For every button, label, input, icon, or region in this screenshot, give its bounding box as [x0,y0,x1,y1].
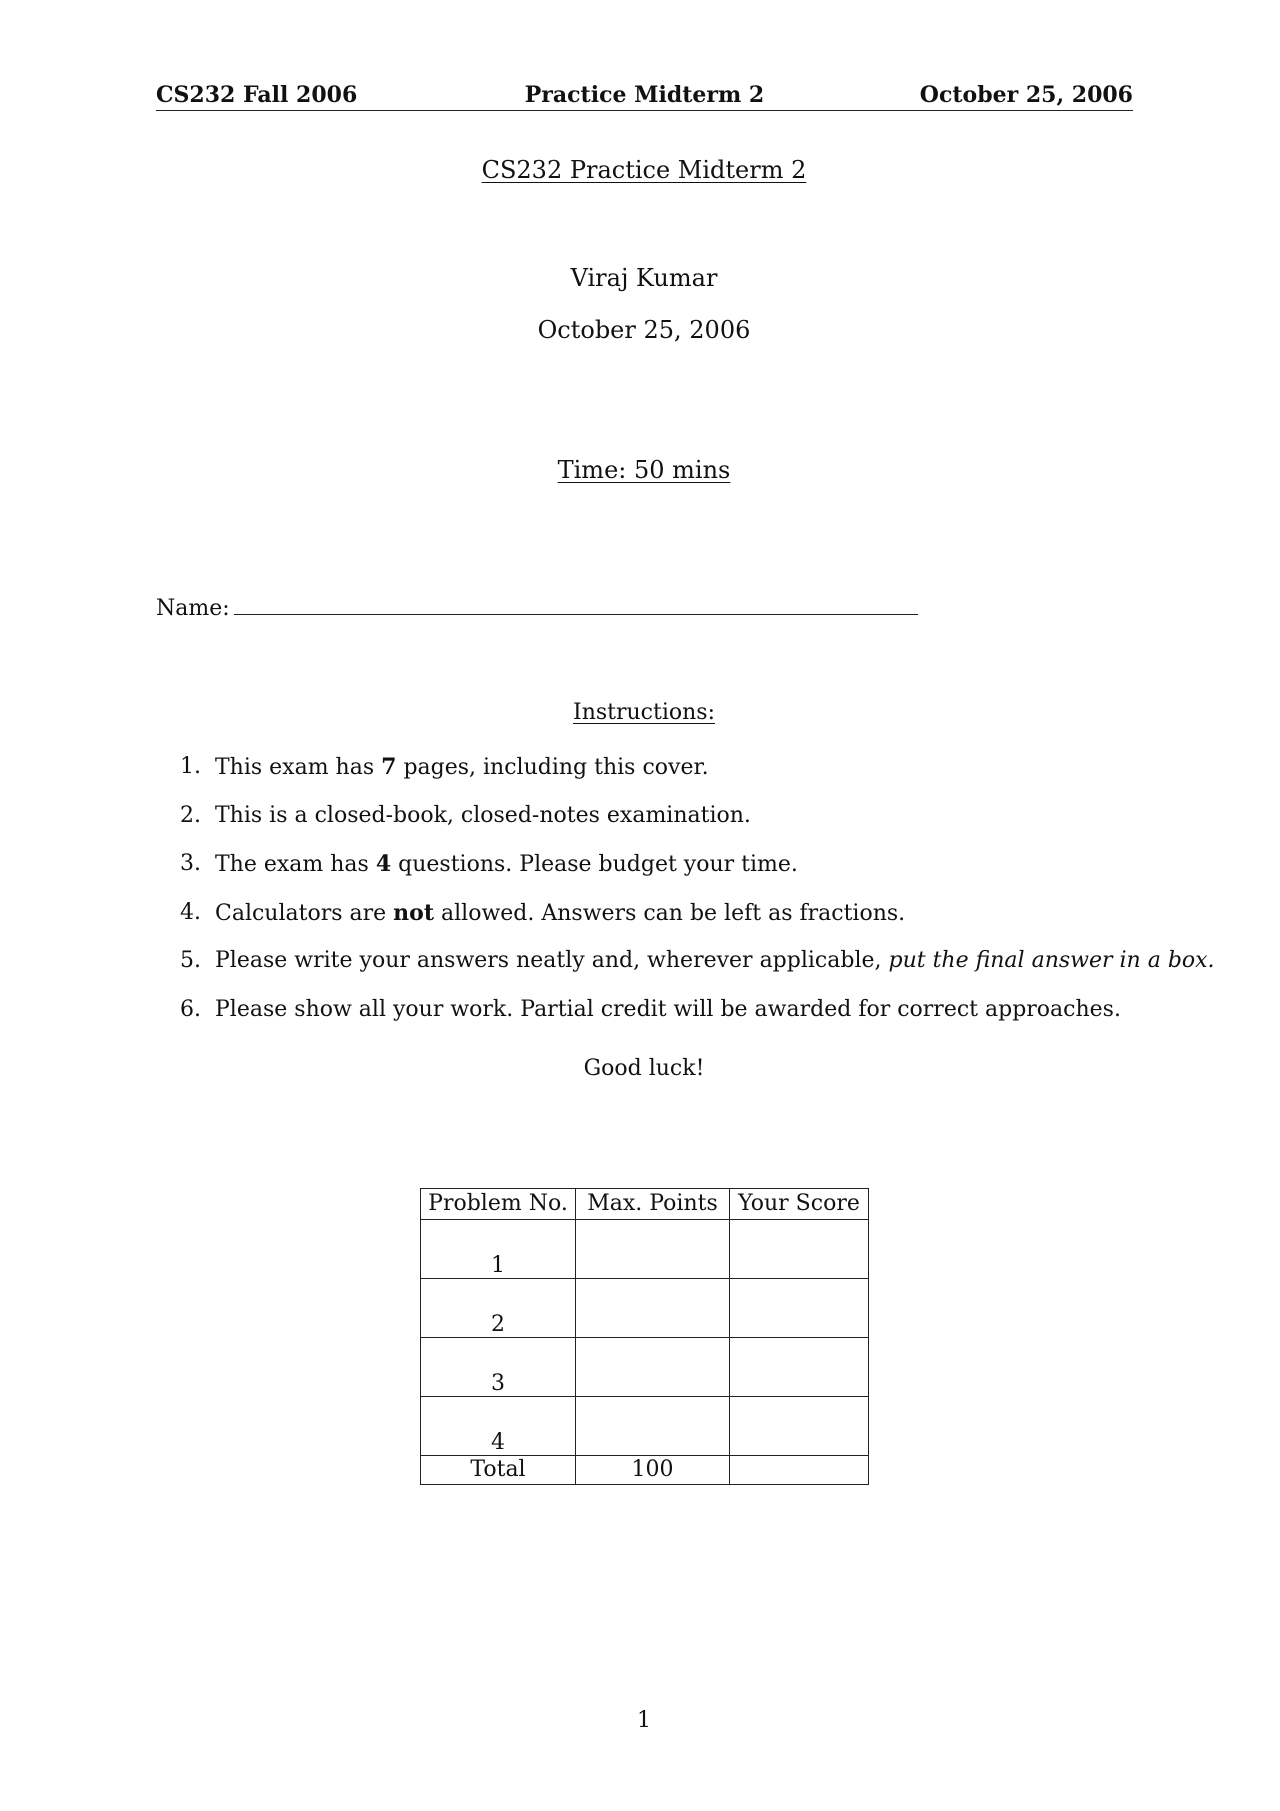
max-points-cell [576,1397,730,1456]
item-text: This is a closed-book, closed-notes examination. [215,802,751,828]
list-item [156,946,1215,995]
list-item [156,898,1146,947]
table-row [421,1397,869,1456]
item-number: 2. [180,802,201,828]
table-header-row [421,1189,869,1220]
total-max-points: 100 [576,1456,730,1485]
score-cell[interactable] [730,1338,869,1397]
item-text: Please show all your work. Partial credit will be awarded for correct approaches. [215,996,1121,1022]
header-exam-title: Practice Midterm 2 [524,82,765,108]
item-number: 4. [180,899,201,925]
column-header: Max. Points [576,1189,730,1220]
max-points-cell [576,1338,730,1397]
list-item [156,752,1146,801]
instructions-heading [0,700,1280,725]
problem-number: 2 [421,1279,576,1338]
name-field[interactable] [234,614,918,615]
item-text: This exam has 7 pages, including this cover. [215,754,709,780]
document-title-text: CS232 Practice Midterm 2 [481,156,807,184]
item-text: Please write your answers neatly and, wherever applicable, put the final answer in a box. [215,948,1215,973]
running-header [156,80,1133,111]
document-title [0,156,1280,184]
max-points-cell [576,1220,730,1279]
item-number: 5. [180,948,201,973]
table-row [421,1220,869,1279]
item-number: 3. [180,851,201,876]
problem-number: 1 [421,1220,576,1279]
table-row [421,1338,869,1397]
header-course: CS232 Fall 2006 [156,82,358,108]
score-cell[interactable] [730,1220,869,1279]
instructions-list [156,752,1215,1043]
problem-number: 3 [421,1338,576,1397]
header-date: October 25, 2006 [919,82,1133,108]
list-item [156,801,1146,850]
column-header: Your Score [730,1189,869,1220]
score-cell[interactable] [730,1397,869,1456]
document-date: October 25, 2006 [537,316,751,344]
time-limit-text: Time: 50 mins [557,456,731,484]
problem-number: 4 [421,1397,576,1456]
closing-text: Good luck! [583,1056,705,1081]
item-number: 6. [180,996,201,1022]
table-row [421,1279,869,1338]
page-number: 1 [637,1708,651,1733]
item-text: Calculators are not allowed. Answers can be left as fractions. [215,899,906,926]
time-limit [0,456,1280,484]
name-label: Name: [156,596,230,621]
score-cell[interactable] [730,1279,869,1338]
item-number: 1. [180,754,201,779]
author: Viraj Kumar [570,264,718,292]
instructions-heading-text: Instructions: [573,700,715,725]
max-points-cell [576,1279,730,1338]
score-table [420,1188,869,1485]
list-item [156,995,1146,1044]
total-score-cell[interactable] [730,1456,869,1485]
total-row [421,1456,869,1485]
total-label: Total [421,1456,576,1485]
list-item [156,849,1146,898]
item-text: The exam has 4 questions. Please budget your time. [215,851,798,877]
column-header: Problem No. [421,1189,576,1220]
